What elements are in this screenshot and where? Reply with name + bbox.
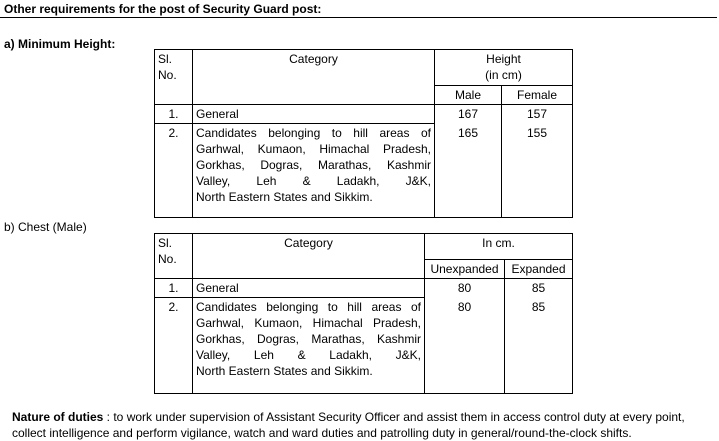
chest-row2-category-line: Valley, Leh & Ladakh, J&K, (196, 348, 421, 362)
row2-category-line: Candidates belonging to hill areas of (196, 126, 431, 140)
chest-row1-category (193, 279, 425, 298)
chest-header-unexpanded: Unexpanded (425, 260, 505, 279)
page-heading (0, 0, 719, 18)
chest-row2-category-line: Garhwal, Kumaon, Himachal Pradesh, (196, 316, 421, 330)
chest-header-category: Category (193, 234, 425, 279)
nature-of-duties (12, 409, 712, 441)
chest-row2-expanded: 85 (505, 298, 573, 394)
row1-category-line: General (196, 107, 239, 121)
header-category: Category (193, 50, 435, 105)
chest-row2-category (193, 298, 425, 394)
row2-category-line: Valley, Leh & Ladakh, J&K, (196, 174, 431, 188)
nature-of-duties-label: Nature of duties (12, 410, 104, 424)
heading-text: Other requirements for the post of Security Guard post: (4, 2, 322, 16)
row2-male: 165 (435, 124, 502, 218)
chest-row2-category-line: North Eastern States and Sikkim. (196, 364, 373, 378)
chest-header-sl: Sl. (158, 236, 173, 250)
chest-row2-category-line: Gorkhas, Dogras, Marathas, Kashmir (196, 332, 421, 346)
row1-male: 167 (435, 105, 502, 124)
chest-row1-sl: 1. (155, 279, 193, 298)
chest-header-no: No. (158, 252, 177, 266)
row2-category-line: Gorkhas, Dogras, Marathas, Kashmir (196, 158, 431, 172)
row2-sl: 2. (155, 124, 193, 218)
header-height-unit: (in cm) (485, 68, 522, 82)
chest-row1-expanded: 85 (505, 279, 573, 298)
chest-row2-unexpanded: 80 (425, 298, 505, 394)
row2-category-line: North Eastern States and Sikkim. (196, 190, 373, 204)
chest-row2-category-line: Candidates belonging to hill areas of (196, 300, 421, 314)
chest-header-unit: In cm. (425, 234, 573, 260)
row1-sl: 1. (155, 105, 193, 124)
header-no: No. (158, 68, 177, 82)
chest-header-expanded: Expanded (505, 260, 573, 279)
height-section-label: a) Minimum Height: (4, 37, 116, 51)
header-height-cell (435, 50, 573, 86)
nature-of-duties-text: : to work under supervision of Assistant Security Officer and assist them in access control duty at every point, collect intelligence and perform vigilance, watch and ward duties and patrolling duty in general/round-the-clock shifts. (12, 410, 685, 440)
heading-underline (0, 17, 717, 18)
chest-section-label: b) Chest (Male) (4, 220, 87, 234)
header-male: Male (435, 86, 502, 105)
chest-header-sl-cell (155, 234, 193, 279)
row1-female: 157 (502, 105, 573, 124)
row1-category (193, 105, 435, 124)
height-table (154, 49, 573, 218)
header-height: Height (486, 52, 521, 66)
header-sl-cell (155, 50, 193, 105)
header-sl: Sl. (158, 52, 173, 66)
chest-row2-sl: 2. (155, 298, 193, 394)
chest-row1-unexpanded: 80 (425, 279, 505, 298)
chest-table (154, 233, 573, 394)
row2-category-line: Garhwal, Kumaon, Himachal Pradesh, (196, 142, 431, 156)
row2-category (193, 124, 435, 218)
chest-row1-category-line: General (196, 281, 239, 295)
row2-female: 155 (502, 124, 573, 218)
header-female: Female (502, 86, 573, 105)
